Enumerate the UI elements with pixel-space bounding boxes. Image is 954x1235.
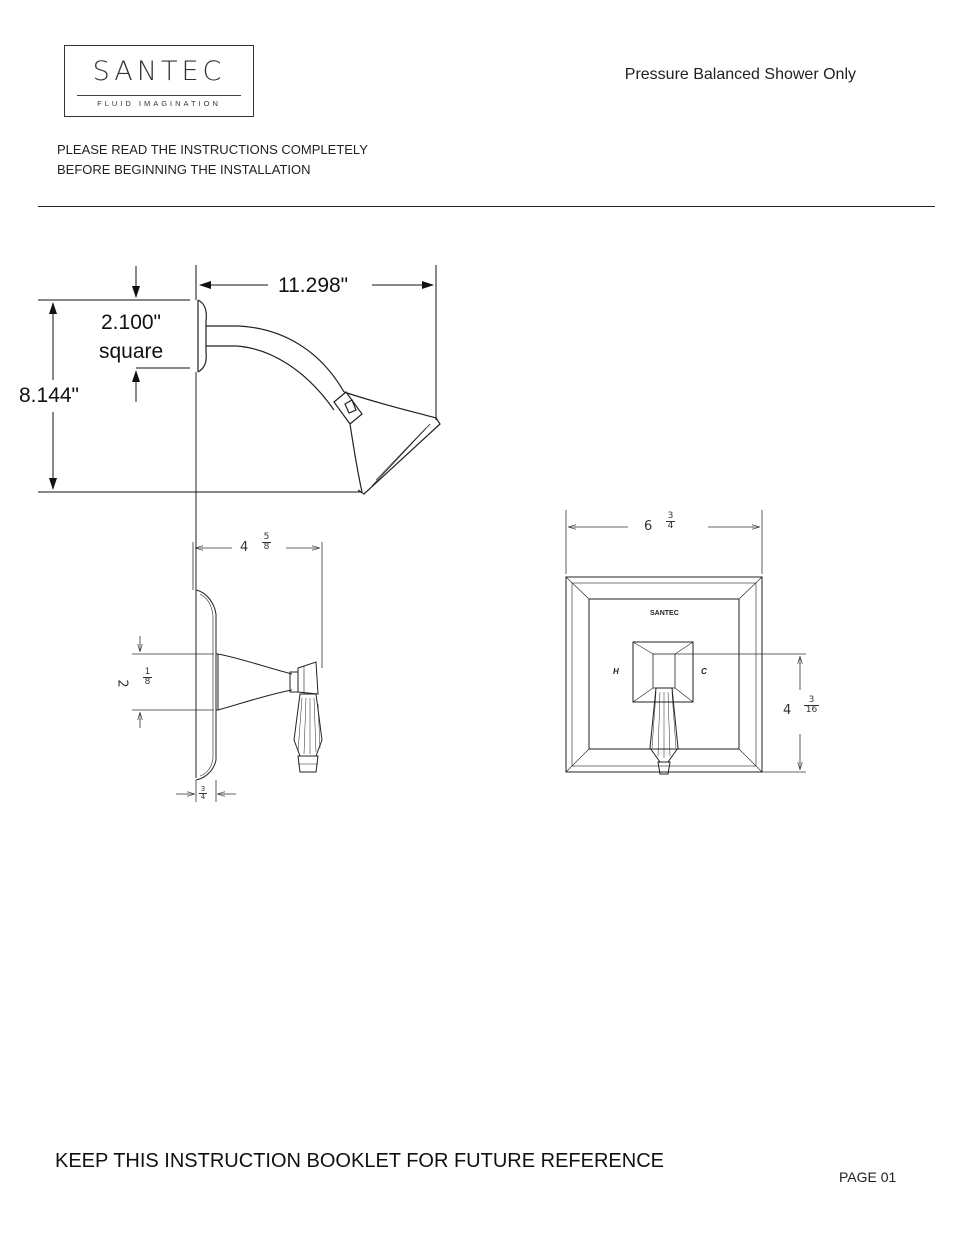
trim-width-den: 4	[667, 521, 674, 531]
document-title: Pressure Balanced Shower Only	[624, 66, 856, 83]
plate-thickness-fraction	[199, 786, 207, 801]
instructions-line-1: PLEASE READ THE INSTRUCTIONS COMPLETELY	[57, 142, 368, 157]
logo-brand: SANTEC	[92, 56, 226, 87]
page-number: PAGE 01	[839, 1169, 897, 1185]
showerhead-height-label: 8.144"	[19, 384, 80, 407]
showerhead-drawing	[198, 300, 440, 494]
trim-plate-brand: SANTEC	[650, 610, 679, 617]
trim-width-num: 3	[667, 511, 674, 521]
valve-depth-num: 5	[263, 532, 270, 542]
valve-depth-fraction	[262, 533, 271, 552]
valve-front-dimensions	[566, 510, 806, 772]
valve-height-den: 8	[144, 677, 151, 687]
valve-side-drawing	[196, 372, 322, 780]
valve-height-whole: 2	[114, 679, 130, 688]
valve-height-fraction	[143, 668, 152, 687]
showerhead-dimensions	[38, 265, 436, 492]
cold-label: C	[701, 667, 707, 676]
hot-label: H	[613, 667, 619, 676]
trim-width-whole: 6	[644, 519, 653, 534]
valve-height-num: 1	[144, 667, 151, 677]
trim-height-whole: 4	[783, 703, 792, 718]
showerhead-width-label: 11.298"	[278, 274, 349, 297]
trim-height-fraction	[804, 696, 819, 715]
flange-shape-label: square	[99, 340, 164, 363]
valve-front-drawing	[566, 577, 762, 774]
trim-height-den: 16	[805, 705, 818, 715]
valve-depth-den: 8	[263, 542, 270, 552]
valve-depth-whole: 4	[240, 540, 249, 555]
keep-booklet-notice: KEEP THIS INSTRUCTION BOOKLET FOR FUTURE REFERENCE	[55, 1150, 664, 1172]
logo-tagline: FLUID IMAGINATION	[97, 99, 221, 108]
trim-height-num: 3	[808, 695, 815, 705]
plate-thickness-num: 3	[200, 785, 206, 793]
plate-thickness-den: 4	[200, 793, 206, 801]
instructions-line-2: BEFORE BEGINNING THE INSTALLATION	[57, 162, 311, 177]
trim-width-fraction	[666, 512, 675, 531]
flange-size-label: 2.100"	[101, 311, 162, 334]
